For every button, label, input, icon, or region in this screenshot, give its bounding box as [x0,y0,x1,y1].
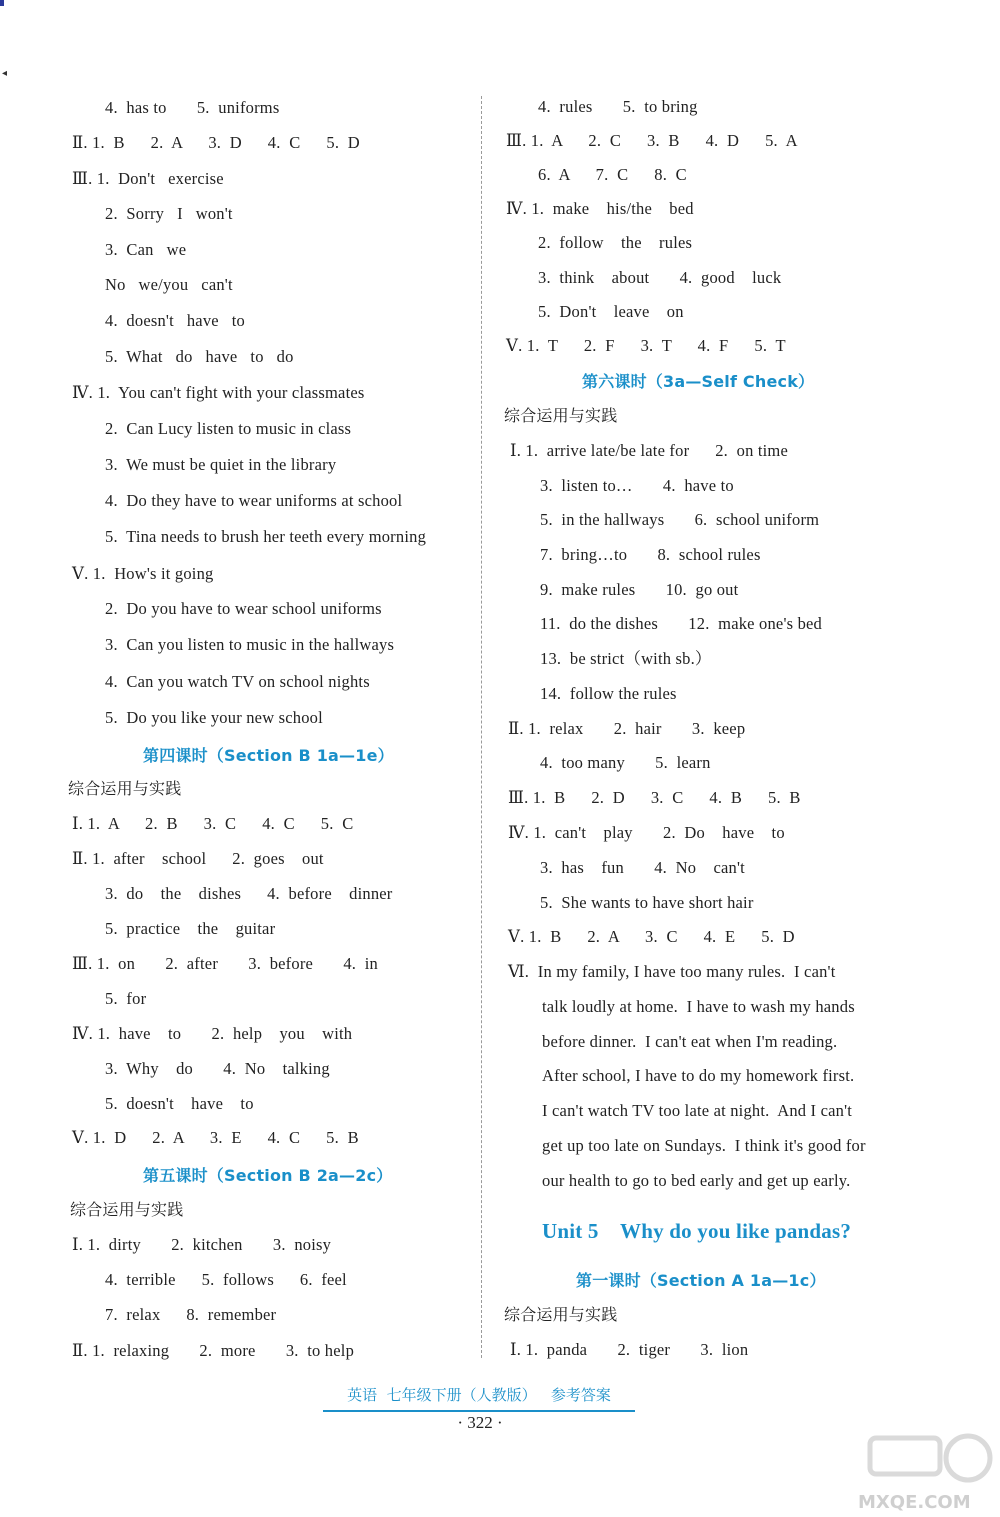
right-column-line: Ⅵ. In my family, I have too many rules. I can't [508,962,836,981]
left-column-line: 3. Can we [105,240,187,259]
left-column-line: 4. has to 5. uniforms [105,98,280,117]
left-column-line: Ⅴ. 1. D 2. A 3. E 4. C 5. B [72,1128,359,1147]
left-column-line: 第五课时（Section B 2a—2c） [143,1166,393,1185]
right-column-line: 4. rules 5. to bring [538,97,698,116]
left-column-line: No we/you can't [105,275,233,294]
left-column-line: 7. relax 8. remember [105,1305,277,1324]
margin-tick: ◂ [2,68,8,79]
left-column-line: 3. Why do 4. No talking [105,1059,330,1078]
right-column-line: 4. too many 5. learn [540,753,711,772]
right-column-line: before dinner. I can't eat when I'm reading. [542,1032,838,1051]
left-column-line: Ⅰ. 1. dirty 2. kitchen 3. noisy [72,1235,332,1254]
right-column-line: 第六课时（3a—Self Check） [582,372,815,391]
left-column-line: 5. for [105,989,147,1008]
left-column-line: 5. practice the guitar [105,919,276,938]
right-column-line: 3. listen to… 4. have to [540,476,734,495]
left-column-line: 2. Sorry I won't [105,204,233,223]
left-column-line: 4. terrible 5. follows 6. feel [105,1270,347,1289]
right-column-line: 6. A 7. C 8. C [538,165,687,184]
left-column-line: 4. Can you watch TV on school nights [105,672,370,691]
right-column-line: Ⅳ. 1. can't play 2. Do have to [508,823,785,842]
left-column-line: 综合运用与实践 [70,1200,184,1219]
left-column-line: Ⅲ. 1. Don't exercise [72,169,224,188]
right-column-line: 综合运用与实践 [504,406,618,425]
right-column-line: 第一课时（Section A 1a—1c） [576,1271,826,1290]
right-column-line: Ⅴ. 1. B 2. A 3. C 4. E 5. D [508,927,795,946]
left-column-line: Ⅳ. 1. have to 2. help you with [72,1024,353,1043]
watermark-text: MXQE.COM [858,1492,971,1513]
left-column-line: 4. Do they have to wear uniforms at school [105,491,403,510]
column-divider [481,96,482,1358]
left-column-line: 综合运用与实践 [68,779,182,798]
right-column-line: 5. She wants to have short hair [540,893,754,912]
watermark-logo [850,1410,1000,1517]
left-column-line: Ⅱ. 1. B 2. A 3. D 4. C 5. D [72,133,360,152]
left-column-line: Ⅴ. 1. How's it going [72,564,214,583]
left-column-line: 5. What do have to do [105,347,294,366]
left-column-line: 5. doesn't have to [105,1094,254,1113]
left-column-line: 3. do the dishes 4. before dinner [105,884,393,903]
left-column-line: Ⅲ. 1. on 2. after 3. before 4. in [72,954,378,973]
page-number: · 322 · [457,1413,503,1432]
right-column-line: our health to go to bed early and get up early. [542,1171,851,1190]
right-column-line: 5. in the hallways 6. school uniform [540,510,820,529]
right-column-line: 5. Don't leave on [538,302,684,321]
corner-mark [0,0,4,6]
right-column-line: 14. follow the rules [540,684,677,703]
right-column-line: I can't watch TV too late at night. And I can't [542,1101,853,1120]
left-column-line: 3. Can you listen to music in the hallways [105,635,395,654]
left-column-line: Ⅱ. 1. relaxing 2. more 3. to help [72,1341,355,1360]
left-column-line: 第四课时（Section B 1a—1e） [143,746,394,765]
left-column-line: Ⅱ. 1. after school 2. goes out [72,849,324,868]
right-column-line: Ⅰ. 1. panda 2. tiger 3. lion [510,1340,749,1359]
left-column-line: 2. Do you have to wear school uniforms [105,599,382,618]
right-column-line: Ⅳ. 1. make his/the bed [506,199,694,218]
right-column-line: Ⅴ. 1. T 2. F 3. T 4. F 5. T [506,336,786,355]
right-column-line: 9. make rules 10. go out [540,580,739,599]
right-column-line: 3. think about 4. good luck [538,268,782,287]
left-column-line: 3. We must be quiet in the library [105,455,337,474]
right-column-line: 综合运用与实践 [504,1305,618,1324]
right-column-line: 7. bring…to 8. school rules [540,545,761,564]
right-column-line: get up too late on Sundays. I think it's good for [542,1136,866,1155]
right-column-line: Ⅲ. 1. B 2. D 3. C 4. B 5. B [508,788,801,807]
left-column-line: 2. Can Lucy listen to music in class [105,419,352,438]
left-column-line: Ⅳ. 1. You can't fight with your classmates [72,383,365,402]
footer-title: 英语 七年级下册（人教版） 参考答案 [347,1386,611,1404]
right-column-line: talk loudly at home. I have to wash my hands [542,997,855,1016]
footer-underline [323,1410,635,1412]
right-column-line: Ⅱ. 1. relax 2. hair 3. keep [508,719,746,738]
left-column-line: 4. doesn't have to [105,311,246,330]
right-column-line: 2. follow the rules [538,233,693,252]
right-column-line: 11. do the dishes 12. make one's bed [540,614,822,633]
right-column-line: Ⅰ. 1. arrive late/be late for 2. on time [510,441,788,460]
right-column-line: Unit 5 Why do you like pandas? [542,1219,852,1243]
left-column-line: Ⅰ. 1. A 2. B 3. C 4. C 5. C [72,814,354,833]
right-column-line: 3. has fun 4. No can't [540,858,745,877]
left-column-line: 5. Tina needs to brush her teeth every morning [105,527,427,546]
right-column-line: Ⅲ. 1. A 2. C 3. B 4. D 5. A [506,131,798,150]
left-column-line: 5. Do you like your new school [105,708,323,727]
right-column-line: After school, I have to do my homework first. [542,1066,855,1085]
right-column-line: 13. be strict（with sb.） [540,649,712,668]
